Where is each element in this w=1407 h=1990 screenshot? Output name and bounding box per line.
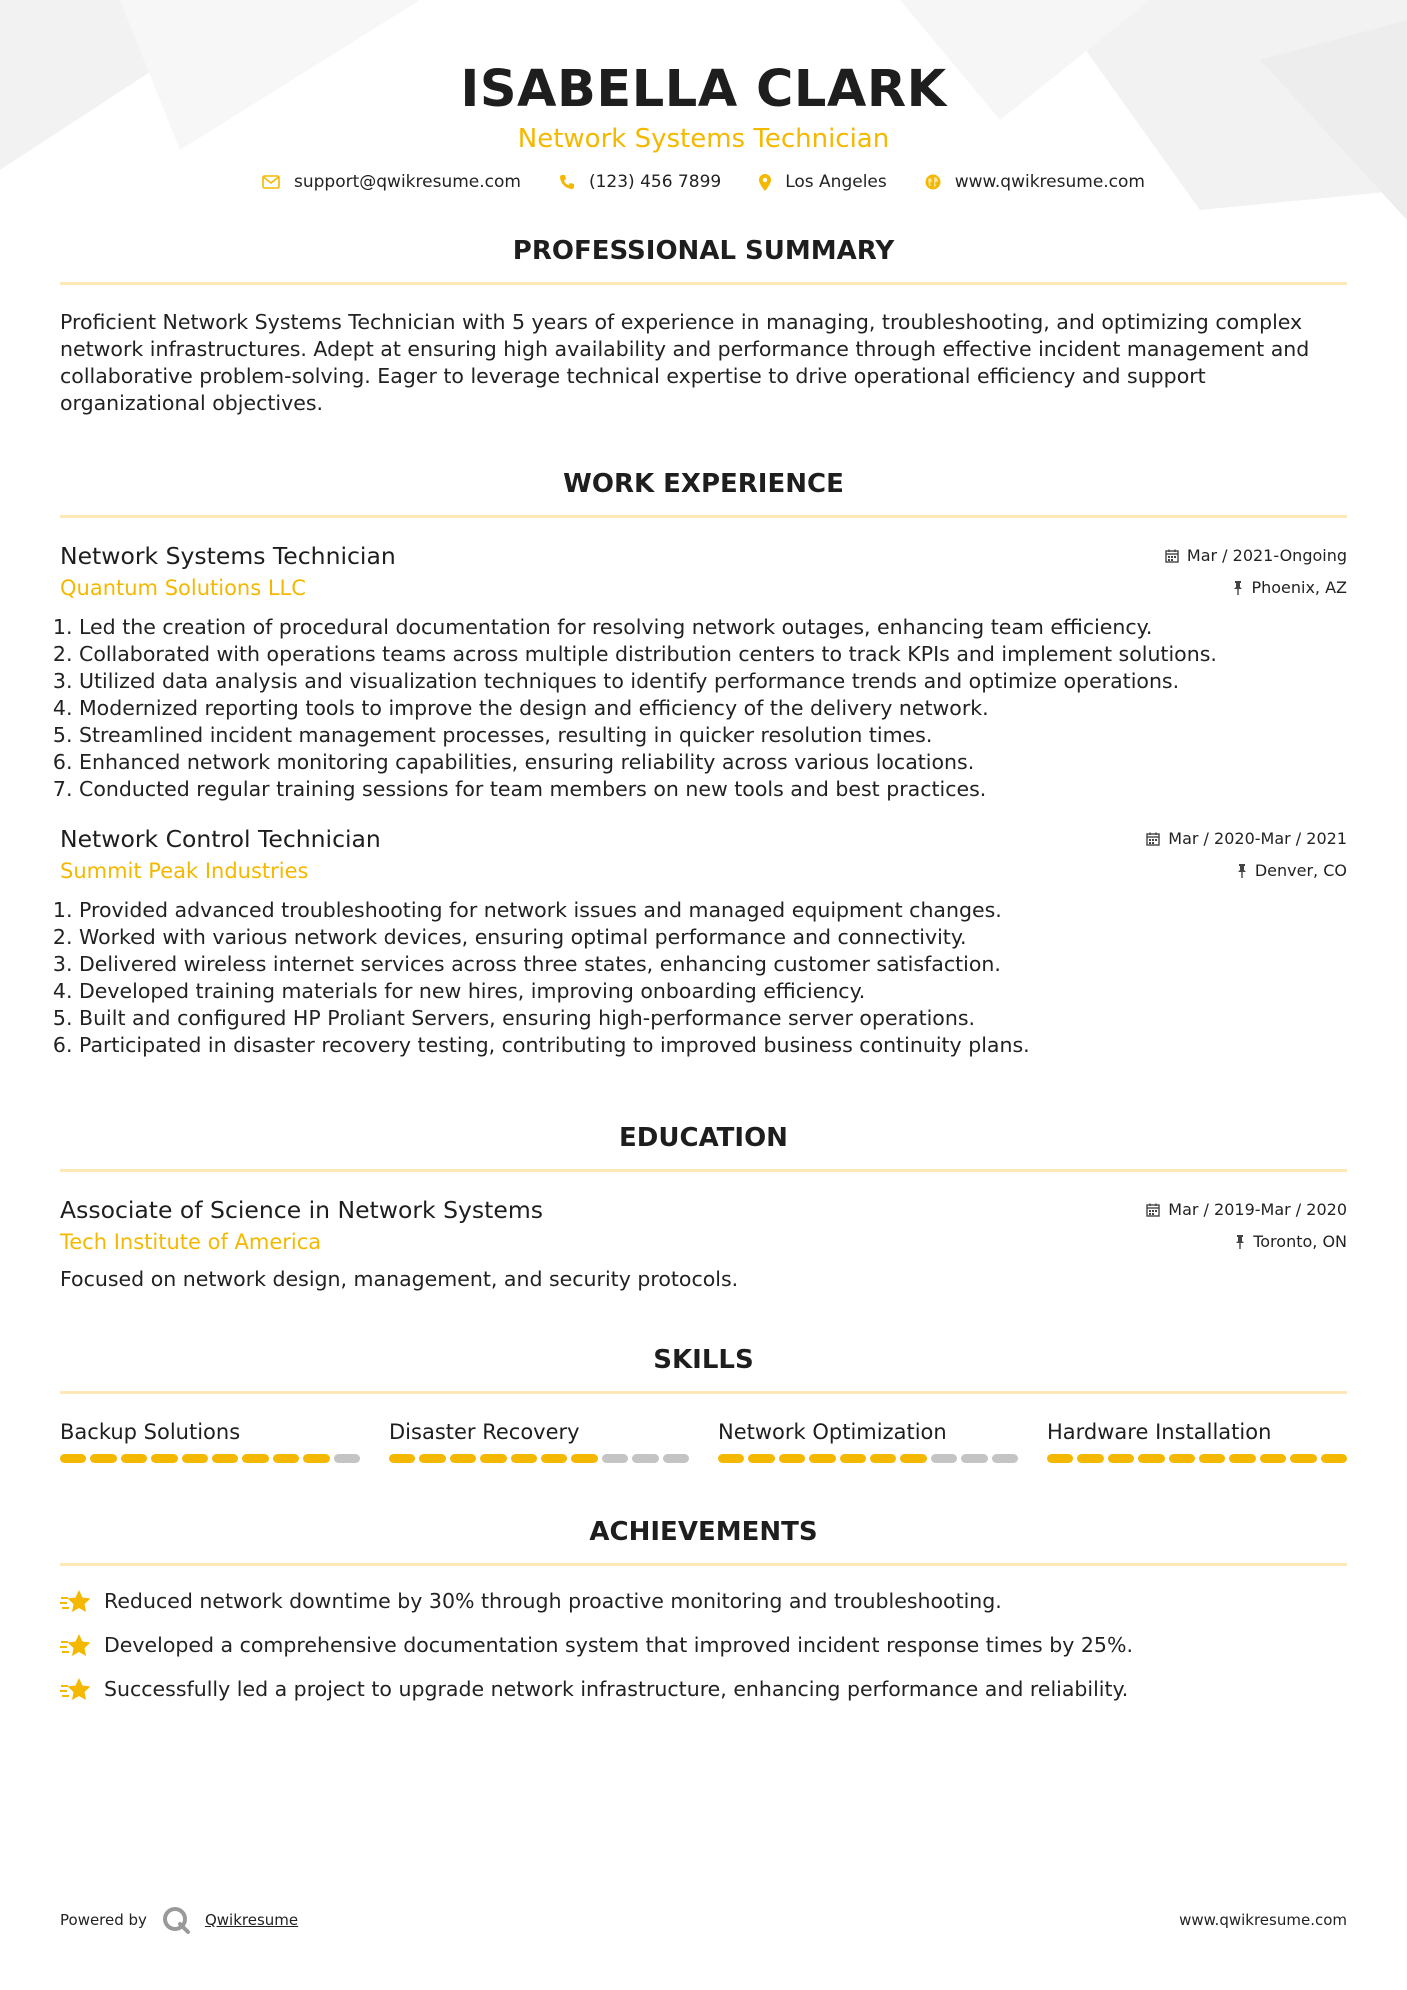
job-bullets xyxy=(60,897,1347,1059)
list-item: 5. Built and configured HP Proliant Servers, ensuring high-performance server operations. xyxy=(79,1005,1347,1032)
list-item: 3. Utilized data analysis and visualization techniques to identify performance trends and optimize operations. xyxy=(79,668,1347,695)
achievement-item xyxy=(60,1676,1347,1703)
skill-dot-filled xyxy=(870,1454,896,1463)
skill-name: Disaster Recovery xyxy=(389,1420,580,1444)
job-bullets xyxy=(60,614,1347,803)
skill-dot-filled xyxy=(1108,1454,1134,1463)
skill-dot-filled xyxy=(809,1454,835,1463)
skill-dot-filled xyxy=(1260,1454,1286,1463)
skill-dot-filled xyxy=(1169,1454,1195,1463)
pushpin-icon xyxy=(1235,1235,1245,1249)
star-icon xyxy=(60,1677,92,1703)
skill-dot-filled xyxy=(480,1454,506,1463)
pushpin-icon xyxy=(1233,581,1243,595)
section-divider xyxy=(60,282,1347,285)
globe-icon xyxy=(925,174,941,190)
achievement-item xyxy=(60,1632,1347,1659)
contact-phone[interactable] xyxy=(559,172,721,192)
footer xyxy=(60,1905,1347,1935)
summary-heading: PROFESSIONAL SUMMARY xyxy=(512,236,895,266)
skill-dot-filled xyxy=(1047,1454,1073,1463)
powered-by-label: Powered by xyxy=(60,1911,147,1929)
contact-location-text: Los Angeles xyxy=(785,172,887,192)
job-entry xyxy=(60,823,1347,1059)
skill-dot-empty xyxy=(931,1454,957,1463)
education-date xyxy=(1146,1194,1347,1226)
skill-item xyxy=(389,1418,689,1463)
job-location-text: Phoenix, AZ xyxy=(1251,578,1347,597)
skill-dot-empty xyxy=(632,1454,658,1463)
job-company: Summit Peak Industries xyxy=(60,859,309,883)
skill-dot-filled xyxy=(121,1454,147,1463)
skill-dot-filled xyxy=(541,1454,567,1463)
star-icon xyxy=(60,1589,92,1615)
skill-rating xyxy=(718,1454,1018,1463)
skill-dot-filled xyxy=(151,1454,177,1463)
school-name: Tech Institute of America xyxy=(60,1230,322,1254)
skill-dot-filled xyxy=(60,1454,86,1463)
skill-dot-filled xyxy=(303,1454,329,1463)
footer-website[interactable]: www.qwikresume.com xyxy=(1179,1911,1347,1929)
skills-list xyxy=(60,1418,1347,1463)
list-item: 1. Led the creation of procedural documentation for resolving network outages, enhancing team efficiency. xyxy=(79,614,1347,641)
list-item: 2. Collaborated with operations teams across multiple distribution centers to track KPIs and implement solutions. xyxy=(79,641,1347,668)
education-entry xyxy=(60,1194,1347,1293)
skill-dot-empty xyxy=(961,1454,987,1463)
skill-rating xyxy=(389,1454,689,1463)
skill-dot-filled xyxy=(389,1454,415,1463)
job-date-text: Mar / 2021-Ongoing xyxy=(1186,546,1347,565)
experience-section xyxy=(60,467,1347,1059)
brand-link[interactable]: Qwikresume xyxy=(204,1911,299,1929)
education-section xyxy=(60,1121,1347,1293)
calendar-icon xyxy=(1165,549,1179,563)
calendar-icon xyxy=(1146,832,1160,846)
list-item: 6. Enhanced network monitoring capabilities, ensuring reliability across various locations. xyxy=(79,749,1347,776)
skill-dot-filled xyxy=(1199,1454,1225,1463)
list-item: 4. Developed training materials for new hires, improving onboarding efficiency. xyxy=(79,978,1347,1005)
skill-dot-empty xyxy=(663,1454,689,1463)
candidate-role: Network Systems Technician xyxy=(517,124,890,154)
skills-heading: SKILLS xyxy=(653,1345,754,1375)
skill-dot-filled xyxy=(1290,1454,1316,1463)
list-item: 1. Provided advanced troubleshooting for network issues and managed equipment changes. xyxy=(79,897,1347,924)
education-location-text: Toronto, ON xyxy=(1253,1232,1347,1251)
section-divider xyxy=(60,1391,1347,1394)
skill-dot-filled xyxy=(1077,1454,1103,1463)
list-item: 4. Modernized reporting tools to improve the design and efficiency of the delivery network. xyxy=(79,695,1347,722)
map-pin-icon xyxy=(759,174,771,191)
job-title: Network Control Technician xyxy=(60,825,381,853)
skill-dot-filled xyxy=(1138,1454,1164,1463)
skill-rating xyxy=(60,1454,360,1463)
skill-item xyxy=(60,1418,360,1463)
experience-heading: WORK EXPERIENCE xyxy=(563,469,844,499)
skill-dot-filled xyxy=(779,1454,805,1463)
achievement-text: Developed a comprehensive documentation system that improved incident response times by 25%. xyxy=(104,1633,1133,1657)
skill-dot-filled xyxy=(212,1454,238,1463)
skill-dot-filled xyxy=(242,1454,268,1463)
skill-dot-filled xyxy=(1321,1454,1347,1463)
job-date xyxy=(1146,823,1347,855)
skill-dot-filled xyxy=(840,1454,866,1463)
skill-dot-filled xyxy=(450,1454,476,1463)
skill-dot-filled xyxy=(748,1454,774,1463)
skill-dot-filled xyxy=(718,1454,744,1463)
education-location xyxy=(1146,1226,1347,1258)
skill-dot-filled xyxy=(273,1454,299,1463)
skill-item xyxy=(1047,1418,1347,1463)
job-entry xyxy=(60,540,1347,803)
job-date-text: Mar / 2020-Mar / 2021 xyxy=(1168,829,1347,848)
section-divider xyxy=(60,515,1347,518)
job-title: Network Systems Technician xyxy=(60,542,396,570)
summary-text: Proficient Network Systems Technician with 5 years of experience in managing, troubleshooting, and optimizing complex network infrastructures. Adept at ensuring high availability and performance through effective incident management and collaborative problem-solving. Eager to leverage technical expertise to drive operational efficiency and support organizational objectives. xyxy=(60,310,1310,415)
skill-dot-filled xyxy=(182,1454,208,1463)
contact-website[interactable] xyxy=(925,172,1145,192)
skill-rating xyxy=(1047,1454,1347,1463)
section-divider xyxy=(60,1563,1347,1566)
list-item: 7. Conducted regular training sessions for team members on new tools and best practices. xyxy=(79,776,1347,803)
skills-section xyxy=(60,1343,1347,1463)
skill-dot-empty xyxy=(602,1454,628,1463)
summary-section xyxy=(60,234,1347,417)
job-company: Quantum Solutions LLC xyxy=(60,576,306,600)
job-location xyxy=(1165,572,1347,604)
achievement-text: Successfully led a project to upgrade network infrastructure, enhancing performance and reliability. xyxy=(104,1677,1129,1701)
achievements-section xyxy=(60,1515,1347,1703)
job-date xyxy=(1165,540,1347,572)
achievement-item xyxy=(60,1588,1347,1615)
achievements-list xyxy=(60,1588,1347,1703)
calendar-icon xyxy=(1146,1203,1160,1217)
skill-dot-filled xyxy=(419,1454,445,1463)
skill-name: Backup Solutions xyxy=(60,1420,241,1444)
education-heading: EDUCATION xyxy=(619,1123,788,1153)
achievements-heading: ACHIEVEMENTS xyxy=(589,1517,818,1547)
contact-bar xyxy=(60,172,1347,192)
skill-dot-filled xyxy=(511,1454,537,1463)
education-description: Focused on network design, management, and security protocols. xyxy=(60,1267,739,1291)
contact-phone-text: (123) 456 7899 xyxy=(588,172,722,192)
list-item: 5. Streamlined incident management processes, resulting in quicker resolution times. xyxy=(79,722,1347,749)
job-location-text: Denver, CO xyxy=(1254,861,1347,880)
degree-title: Associate of Science in Network Systems xyxy=(60,1196,543,1224)
contact-email[interactable] xyxy=(262,172,521,192)
skill-dot-empty xyxy=(992,1454,1018,1463)
contact-website-text: www.qwikresume.com xyxy=(954,172,1145,192)
qwikresume-logo-icon xyxy=(161,1905,191,1935)
candidate-name: ISABELLA CLARK xyxy=(460,60,947,119)
skill-dot-filled xyxy=(900,1454,926,1463)
contact-location xyxy=(759,172,887,192)
list-item: 2. Worked with various network devices, ensuring optimal performance and connectivity. xyxy=(79,924,1347,951)
contact-email-text: support@qwikresume.com xyxy=(294,172,521,192)
list-item: 3. Delivered wireless internet services across three states, enhancing customer satisfaction. xyxy=(79,951,1347,978)
skill-name: Hardware Installation xyxy=(1047,1420,1272,1444)
skill-dot-filled xyxy=(90,1454,116,1463)
envelope-icon xyxy=(262,175,280,189)
achievement-text: Reduced network downtime by 30% through proactive monitoring and troubleshooting. xyxy=(104,1589,1002,1613)
section-divider xyxy=(60,1169,1347,1172)
skill-name: Network Optimization xyxy=(718,1420,947,1444)
skill-item xyxy=(718,1418,1018,1463)
skill-dot-filled xyxy=(1229,1454,1255,1463)
star-icon xyxy=(60,1633,92,1659)
education-date-text: Mar / 2019-Mar / 2020 xyxy=(1168,1200,1347,1219)
skill-dot-empty xyxy=(334,1454,360,1463)
pushpin-icon xyxy=(1237,864,1247,878)
job-location xyxy=(1146,855,1347,887)
phone-icon xyxy=(559,174,575,190)
list-item: 6. Participated in disaster recovery testing, contributing to improved business continuity plans. xyxy=(79,1032,1347,1059)
skill-dot-filled xyxy=(571,1454,597,1463)
